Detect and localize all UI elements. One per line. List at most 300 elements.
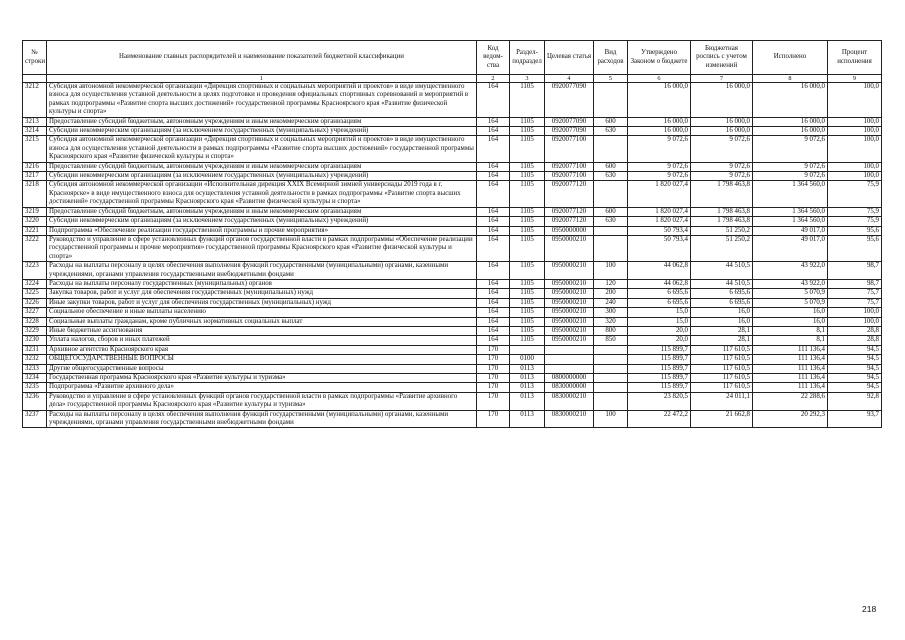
expense-type-code: 320 bbox=[594, 317, 628, 326]
approved-amount: 16 000,0 bbox=[628, 83, 691, 118]
admin-code: 164 bbox=[477, 298, 510, 307]
expense-type-code: 800 bbox=[594, 326, 628, 335]
indicator-name: Предоставление субсидий бюджетным, автономным учреждениям и иным некоммерческим организациям bbox=[47, 117, 477, 126]
admin-code: 164 bbox=[477, 289, 510, 298]
target-item-code: 0950000000 bbox=[545, 226, 594, 235]
row-number: 3226 bbox=[23, 298, 47, 307]
row-number: 3235 bbox=[23, 383, 47, 392]
row-number: 3230 bbox=[23, 336, 47, 345]
table-row bbox=[23, 374, 882, 383]
target-item-code: 0830000210 bbox=[545, 392, 594, 410]
expense-type-code bbox=[594, 235, 628, 261]
approved-amount: 16 000,0 bbox=[628, 117, 691, 126]
admin-code: 170 bbox=[477, 410, 510, 428]
column-number: 2 bbox=[477, 75, 510, 83]
admin-code: 164 bbox=[477, 127, 510, 136]
expense-type-code bbox=[594, 364, 628, 373]
table-row bbox=[23, 383, 882, 392]
approved-amount: 50 793,4 bbox=[628, 226, 691, 235]
approved-amount: 22 472,2 bbox=[628, 410, 691, 428]
admin-code: 164 bbox=[477, 308, 510, 317]
row-number: 3223 bbox=[23, 262, 47, 280]
page-number: 218 bbox=[862, 604, 877, 614]
section-code bbox=[510, 345, 545, 354]
target-item-code: 0920077090 bbox=[545, 127, 594, 136]
execution-percent: 28,8 bbox=[828, 336, 882, 345]
table-row bbox=[23, 345, 882, 354]
executed-amount: 1 364 560,0 bbox=[753, 207, 828, 216]
schedule-amount: 9 072,6 bbox=[691, 136, 753, 162]
admin-code: 164 bbox=[477, 181, 510, 207]
header-section: Раздел-подраздел bbox=[510, 41, 545, 75]
row-number: 3220 bbox=[23, 217, 47, 226]
expense-type-code: 120 bbox=[594, 279, 628, 288]
schedule-amount: 1 798 463,8 bbox=[691, 217, 753, 226]
target-item-code: 0950000210 bbox=[545, 298, 594, 307]
table-row bbox=[23, 308, 882, 317]
approved-amount: 6 695,6 bbox=[628, 289, 691, 298]
section-code: 1105 bbox=[510, 172, 545, 181]
indicator-name: Субсидия автономной некоммерческой организации «Дирекция спортивных и социальных мероприятий и проектов» в виде имущественного взноса для осуществления уставной деятельности в целях подготовки и проведения официальных спортивных соревнований и мероприятий в рамках подпрограммы «Развитие спорта высших достижений» государственной программы Красноярского края «Развитие физической культуры и спорта» bbox=[47, 83, 477, 118]
execution-percent: 94,5 bbox=[828, 355, 882, 364]
execution-percent: 75,9 bbox=[828, 217, 882, 226]
expense-type-code: 630 bbox=[594, 172, 628, 181]
indicator-name: Иные закупки товаров, работ и услуг для обеспечения государственных (муниципальных) нужд bbox=[47, 298, 477, 307]
header-schedule: Бюджетная роспись с учетом изменений bbox=[691, 41, 753, 75]
schedule-amount: 117 610,5 bbox=[691, 374, 753, 383]
executed-amount: 43 922,0 bbox=[753, 262, 828, 280]
schedule-amount: 6 695,6 bbox=[691, 298, 753, 307]
admin-code: 170 bbox=[477, 345, 510, 354]
row-number: 3221 bbox=[23, 226, 47, 235]
table-row bbox=[23, 326, 882, 335]
schedule-amount: 6 695,6 bbox=[691, 289, 753, 298]
table-row bbox=[23, 217, 882, 226]
admin-code: 164 bbox=[477, 317, 510, 326]
header-expense-type: Вид расходов bbox=[594, 41, 628, 75]
executed-amount: 111 136,4 bbox=[753, 345, 828, 354]
indicator-name: Архивное агентство Красноярского края bbox=[47, 345, 477, 354]
column-number: 5 bbox=[594, 75, 628, 83]
section-code: 1105 bbox=[510, 308, 545, 317]
executed-amount: 111 136,4 bbox=[753, 374, 828, 383]
execution-percent: 98,7 bbox=[828, 279, 882, 288]
admin-code: 164 bbox=[477, 217, 510, 226]
indicator-name: ОБЩЕГОСУДАРСТВЕННЫЕ ВОПРОСЫ bbox=[47, 355, 477, 364]
execution-percent: 75,7 bbox=[828, 289, 882, 298]
schedule-amount: 1 798 463,8 bbox=[691, 207, 753, 216]
approved-amount: 1 820 027,4 bbox=[628, 181, 691, 207]
expense-type-code: 600 bbox=[594, 162, 628, 171]
approved-amount: 20,0 bbox=[628, 326, 691, 335]
executed-amount: 9 072,6 bbox=[753, 172, 828, 181]
expense-type-code: 850 bbox=[594, 336, 628, 345]
table-row bbox=[23, 298, 882, 307]
execution-percent: 98,7 bbox=[828, 262, 882, 280]
section-code: 0113 bbox=[510, 392, 545, 410]
admin-code: 164 bbox=[477, 279, 510, 288]
table-row bbox=[23, 355, 882, 364]
budget-table-sheet bbox=[22, 40, 882, 428]
indicator-name: Расходы на выплаты персоналу в целях обеспечения выполнения функций государственными (муниципальными) органами, казенными учреждениями, органами управления государственными внебюджетными фондами bbox=[47, 410, 477, 428]
execution-percent: 100,0 bbox=[828, 308, 882, 317]
row-number: 3212 bbox=[23, 83, 47, 118]
executed-amount: 16 000,0 bbox=[753, 127, 828, 136]
approved-amount: 115 899,7 bbox=[628, 383, 691, 392]
executed-amount: 111 136,4 bbox=[753, 383, 828, 392]
row-number: 3233 bbox=[23, 364, 47, 373]
execution-percent: 95,6 bbox=[828, 235, 882, 261]
table-row bbox=[23, 181, 882, 207]
executed-amount: 9 072,6 bbox=[753, 162, 828, 171]
approved-amount: 115 899,7 bbox=[628, 374, 691, 383]
target-item-code: 0920077090 bbox=[545, 83, 594, 118]
indicator-name: Расходы на выплаты персоналу государственных (муниципальных) органов bbox=[47, 279, 477, 288]
section-code: 1105 bbox=[510, 336, 545, 345]
column-number: 3 bbox=[510, 75, 545, 83]
header-row-number: № строки bbox=[23, 41, 47, 75]
execution-percent: 94,5 bbox=[828, 383, 882, 392]
approved-amount: 6 695,6 bbox=[628, 298, 691, 307]
section-code: 1105 bbox=[510, 207, 545, 216]
admin-code: 164 bbox=[477, 162, 510, 171]
admin-code: 164 bbox=[477, 336, 510, 345]
expense-type-code: 600 bbox=[594, 117, 628, 126]
section-code: 1105 bbox=[510, 162, 545, 171]
executed-amount: 111 136,4 bbox=[753, 355, 828, 364]
indicator-name: Государственная программа Красноярского края «Развитие культуры и туризма» bbox=[47, 374, 477, 383]
execution-percent: 100,0 bbox=[828, 162, 882, 171]
column-number: 1 bbox=[47, 75, 477, 83]
row-number: 3231 bbox=[23, 345, 47, 354]
approved-amount: 115 899,7 bbox=[628, 364, 691, 373]
table-row bbox=[23, 289, 882, 298]
indicator-name: Уплата налогов, сборов и иных платежей bbox=[47, 336, 477, 345]
row-number: 3218 bbox=[23, 181, 47, 207]
column-number: 7 bbox=[691, 75, 753, 83]
schedule-amount: 16,0 bbox=[691, 308, 753, 317]
target-item-code: 0950000210 bbox=[545, 279, 594, 288]
executed-amount: 43 922,0 bbox=[753, 279, 828, 288]
approved-amount: 9 072,6 bbox=[628, 172, 691, 181]
admin-code: 164 bbox=[477, 326, 510, 335]
schedule-amount: 16,0 bbox=[691, 317, 753, 326]
expense-type-code: 100 bbox=[594, 410, 628, 428]
row-number: 3217 bbox=[23, 172, 47, 181]
section-code: 1105 bbox=[510, 326, 545, 335]
table-row bbox=[23, 336, 882, 345]
approved-amount: 20,0 bbox=[628, 336, 691, 345]
indicator-name: Расходы на выплаты персоналу в целях обеспечения выполнения функций государственными (муниципальными) органами, казенными учреждениями, органами управления государственными внебюджетными фондами bbox=[47, 262, 477, 280]
executed-amount: 22 288,6 bbox=[753, 392, 828, 410]
table-row bbox=[23, 279, 882, 288]
column-number: 6 bbox=[628, 75, 691, 83]
row-number: 3227 bbox=[23, 308, 47, 317]
executed-amount: 16 000,0 bbox=[753, 117, 828, 126]
schedule-amount: 16 000,0 bbox=[691, 83, 753, 118]
approved-amount: 23 820,5 bbox=[628, 392, 691, 410]
schedule-amount: 117 610,5 bbox=[691, 383, 753, 392]
schedule-amount: 9 072,6 bbox=[691, 172, 753, 181]
section-code: 0113 bbox=[510, 410, 545, 428]
expense-type-code: 240 bbox=[594, 298, 628, 307]
expense-type-code: 100 bbox=[594, 262, 628, 280]
schedule-amount: 28,1 bbox=[691, 336, 753, 345]
executed-amount: 9 072,6 bbox=[753, 136, 828, 162]
table-header-row bbox=[23, 41, 882, 75]
admin-code: 170 bbox=[477, 374, 510, 383]
target-item-code: 0950000210 bbox=[545, 336, 594, 345]
schedule-amount: 9 072,6 bbox=[691, 162, 753, 171]
section-code: 1105 bbox=[510, 262, 545, 280]
executed-amount: 20 292,3 bbox=[753, 410, 828, 428]
target-item-code: 0920077120 bbox=[545, 181, 594, 207]
target-item-code: 0920077100 bbox=[545, 162, 594, 171]
indicator-name: Подпрограмма «Развитие архивного дела» bbox=[47, 383, 477, 392]
approved-amount: 44 062,8 bbox=[628, 279, 691, 288]
row-number: 3225 bbox=[23, 289, 47, 298]
row-number: 3224 bbox=[23, 279, 47, 288]
admin-code: 164 bbox=[477, 136, 510, 162]
schedule-amount: 51 250,2 bbox=[691, 226, 753, 235]
row-number: 3229 bbox=[23, 326, 47, 335]
execution-percent: 100,0 bbox=[828, 127, 882, 136]
approved-amount: 44 062,8 bbox=[628, 262, 691, 280]
approved-amount: 15,0 bbox=[628, 317, 691, 326]
execution-percent: 100,0 bbox=[828, 172, 882, 181]
section-code: 1105 bbox=[510, 83, 545, 118]
header-admin-code: Код ведом-ства bbox=[477, 41, 510, 75]
admin-code: 164 bbox=[477, 262, 510, 280]
indicator-name: Иные бюджетные ассигнования bbox=[47, 326, 477, 335]
target-item-code: 0950000210 bbox=[545, 289, 594, 298]
executed-amount: 16,0 bbox=[753, 308, 828, 317]
table-row bbox=[23, 392, 882, 410]
indicator-name: Другие общегосударственные вопросы bbox=[47, 364, 477, 373]
execution-percent: 92,8 bbox=[828, 392, 882, 410]
header-approved: Утверждено Законом о бюджете bbox=[628, 41, 691, 75]
indicator-name: Социальные выплаты гражданам, кроме публичных нормативных социальных выплат bbox=[47, 317, 477, 326]
executed-amount: 8,1 bbox=[753, 336, 828, 345]
table-row bbox=[23, 207, 882, 216]
approved-amount: 115 899,7 bbox=[628, 355, 691, 364]
expense-type-code bbox=[594, 345, 628, 354]
expense-type-code bbox=[594, 374, 628, 383]
execution-percent: 100,0 bbox=[828, 317, 882, 326]
admin-code: 170 bbox=[477, 355, 510, 364]
table-body bbox=[23, 83, 882, 428]
expense-type-code: 300 bbox=[594, 308, 628, 317]
admin-code: 164 bbox=[477, 207, 510, 216]
expense-type-code bbox=[594, 181, 628, 207]
indicator-name: Субсидии некоммерческим организациям (за исключением государственных (муниципальных) учреждений) bbox=[47, 172, 477, 181]
executed-amount: 49 017,0 bbox=[753, 235, 828, 261]
header-name: Наименование главных распорядителей и наименование показателей бюджетной классификации bbox=[47, 41, 477, 75]
expense-type-code: 630 bbox=[594, 127, 628, 136]
indicator-name: Субсидия автономной некоммерческой организации «Исполнительная дирекция XXIX Всемирной зимней универсиады 2019 года в г. Красноярске» в виде имущественного взноса для осуществления уставной деятельности в рамках подпрограммы «Развитие спорта высших достижений» государственной программы Красноярского края «Развитие физической культуры и спорта» bbox=[47, 181, 477, 207]
schedule-amount: 16 000,0 bbox=[691, 117, 753, 126]
section-code: 1105 bbox=[510, 289, 545, 298]
row-number: 3228 bbox=[23, 317, 47, 326]
execution-percent: 94,5 bbox=[828, 374, 882, 383]
executed-amount: 1 364 560,0 bbox=[753, 217, 828, 226]
target-item-code: 0800000000 bbox=[545, 374, 594, 383]
indicator-name: Субсидии некоммерческим организациям (за исключением государственных (муниципальных) учреждений) bbox=[47, 217, 477, 226]
table-row bbox=[23, 235, 882, 261]
indicator-name: Руководство и управление в сфере установленных функций органов государственной власти в рамках подпрограммы «Развитие архивного дела» государственной программы Красноярского края «Развитие культуры и туризма» bbox=[47, 392, 477, 410]
row-number: 3234 bbox=[23, 374, 47, 383]
execution-percent: 75,9 bbox=[828, 207, 882, 216]
admin-code: 170 bbox=[477, 392, 510, 410]
schedule-amount: 117 610,5 bbox=[691, 345, 753, 354]
table-row bbox=[23, 226, 882, 235]
indicator-name: Предоставление субсидий бюджетным, автономным учреждениям и иным некоммерческим организациям bbox=[47, 207, 477, 216]
section-code: 1105 bbox=[510, 127, 545, 136]
column-number-row bbox=[23, 75, 882, 83]
table-row bbox=[23, 364, 882, 373]
executed-amount: 16 000,0 bbox=[753, 83, 828, 118]
column-number bbox=[23, 75, 47, 83]
executed-amount: 5 070,9 bbox=[753, 289, 828, 298]
target-item-code: 0920077120 bbox=[545, 207, 594, 216]
expense-type-code bbox=[594, 392, 628, 410]
admin-code: 164 bbox=[477, 226, 510, 235]
row-number: 3236 bbox=[23, 392, 47, 410]
target-item-code bbox=[545, 345, 594, 354]
execution-percent: 95,6 bbox=[828, 226, 882, 235]
table-row bbox=[23, 262, 882, 280]
section-code: 0113 bbox=[510, 374, 545, 383]
table-row bbox=[23, 127, 882, 136]
header-target-item: Целевая статья bbox=[545, 41, 594, 75]
admin-code: 164 bbox=[477, 235, 510, 261]
target-item-code bbox=[545, 355, 594, 364]
approved-amount: 9 072,6 bbox=[628, 136, 691, 162]
section-code: 1105 bbox=[510, 217, 545, 226]
target-item-code bbox=[545, 364, 594, 373]
indicator-name: Субсидии некоммерческим организациям (за исключением государственных (муниципальных) учреждений) bbox=[47, 127, 477, 136]
approved-amount: 50 793,4 bbox=[628, 235, 691, 261]
row-number: 3214 bbox=[23, 127, 47, 136]
table-row bbox=[23, 410, 882, 428]
schedule-amount: 28,1 bbox=[691, 326, 753, 335]
execution-percent: 28,8 bbox=[828, 326, 882, 335]
expense-type-code: 630 bbox=[594, 217, 628, 226]
executed-amount: 1 364 560,0 bbox=[753, 181, 828, 207]
row-number: 3215 bbox=[23, 136, 47, 162]
section-code: 1105 bbox=[510, 136, 545, 162]
table-row bbox=[23, 136, 882, 162]
target-item-code: 0920077100 bbox=[545, 136, 594, 162]
admin-code: 164 bbox=[477, 83, 510, 118]
header-percent: Процент исполнения bbox=[828, 41, 882, 75]
section-code: 1105 bbox=[510, 226, 545, 235]
row-number: 3222 bbox=[23, 235, 47, 261]
execution-percent: 100,0 bbox=[828, 136, 882, 162]
execution-percent: 100,0 bbox=[828, 117, 882, 126]
expense-type-code bbox=[594, 226, 628, 235]
row-number: 3237 bbox=[23, 410, 47, 428]
approved-amount: 16 000,0 bbox=[628, 127, 691, 136]
table-row bbox=[23, 117, 882, 126]
execution-percent: 94,5 bbox=[828, 345, 882, 354]
executed-amount: 111 136,4 bbox=[753, 364, 828, 373]
target-item-code: 0950000210 bbox=[545, 326, 594, 335]
approved-amount: 15,0 bbox=[628, 308, 691, 317]
approved-amount: 1 820 027,4 bbox=[628, 207, 691, 216]
section-code: 1105 bbox=[510, 181, 545, 207]
expense-type-code bbox=[594, 355, 628, 364]
indicator-name: Подпрограмма «Обеспечение реализации государственной программы и прочие мероприятия» bbox=[47, 226, 477, 235]
execution-percent: 94,5 bbox=[828, 364, 882, 373]
target-item-code: 0920077090 bbox=[545, 117, 594, 126]
table-row bbox=[23, 172, 882, 181]
admin-code: 170 bbox=[477, 364, 510, 373]
execution-percent: 75,9 bbox=[828, 181, 882, 207]
target-item-code: 0830000000 bbox=[545, 383, 594, 392]
expense-type-code bbox=[594, 383, 628, 392]
target-item-code: 0950000210 bbox=[545, 262, 594, 280]
target-item-code: 0830000210 bbox=[545, 410, 594, 428]
schedule-amount: 21 662,8 bbox=[691, 410, 753, 428]
section-code: 1105 bbox=[510, 317, 545, 326]
schedule-amount: 51 250,2 bbox=[691, 235, 753, 261]
section-code: 0113 bbox=[510, 364, 545, 373]
column-number: 4 bbox=[545, 75, 594, 83]
schedule-amount: 117 610,5 bbox=[691, 364, 753, 373]
schedule-amount: 16 000,0 bbox=[691, 127, 753, 136]
indicator-name: Социальное обеспечение и иные выплаты населению bbox=[47, 308, 477, 317]
schedule-amount: 117 610,5 bbox=[691, 355, 753, 364]
schedule-amount: 44 510,5 bbox=[691, 279, 753, 288]
schedule-amount: 24 011,1 bbox=[691, 392, 753, 410]
column-number: 8 bbox=[753, 75, 828, 83]
expense-type-code bbox=[594, 83, 628, 118]
executed-amount: 16,0 bbox=[753, 317, 828, 326]
schedule-amount: 1 798 463,8 bbox=[691, 181, 753, 207]
admin-code: 164 bbox=[477, 172, 510, 181]
row-number: 3219 bbox=[23, 207, 47, 216]
approved-amount: 1 820 027,4 bbox=[628, 217, 691, 226]
section-code: 1105 bbox=[510, 117, 545, 126]
section-code: 0100 bbox=[510, 355, 545, 364]
row-number: 3216 bbox=[23, 162, 47, 171]
execution-percent: 75,7 bbox=[828, 298, 882, 307]
executed-amount: 49 017,0 bbox=[753, 226, 828, 235]
schedule-amount: 44 510,5 bbox=[691, 262, 753, 280]
indicator-name: Руководство и управление в сфере установленных функций органов государственной власти в рамках подпрограммы «Обеспечение реализации государственной программы и прочие мероприятия» государственной программы Красноярского края «Развитие физической культуры и спорта» bbox=[47, 235, 477, 261]
section-code: 0113 bbox=[510, 383, 545, 392]
execution-percent: 100,0 bbox=[828, 83, 882, 118]
table-row bbox=[23, 162, 882, 171]
header-executed: Исполнено bbox=[753, 41, 828, 75]
approved-amount: 115 899,7 bbox=[628, 345, 691, 354]
expense-type-code bbox=[594, 136, 628, 162]
target-item-code: 0950000210 bbox=[545, 308, 594, 317]
section-code: 1105 bbox=[510, 279, 545, 288]
table-row bbox=[23, 317, 882, 326]
indicator-name: Предоставление субсидий бюджетным, автономным учреждениям и иным некоммерческим организациям bbox=[47, 162, 477, 171]
table-row bbox=[23, 83, 882, 118]
row-number: 3213 bbox=[23, 117, 47, 126]
section-code: 1105 bbox=[510, 235, 545, 261]
section-code: 1105 bbox=[510, 298, 545, 307]
budget-execution-table bbox=[22, 40, 882, 428]
target-item-code: 0920077100 bbox=[545, 172, 594, 181]
execution-percent: 93,7 bbox=[828, 410, 882, 428]
indicator-name: Закупка товаров, работ и услуг для обеспечения государственных (муниципальных) нужд bbox=[47, 289, 477, 298]
target-item-code: 0950000210 bbox=[545, 235, 594, 261]
